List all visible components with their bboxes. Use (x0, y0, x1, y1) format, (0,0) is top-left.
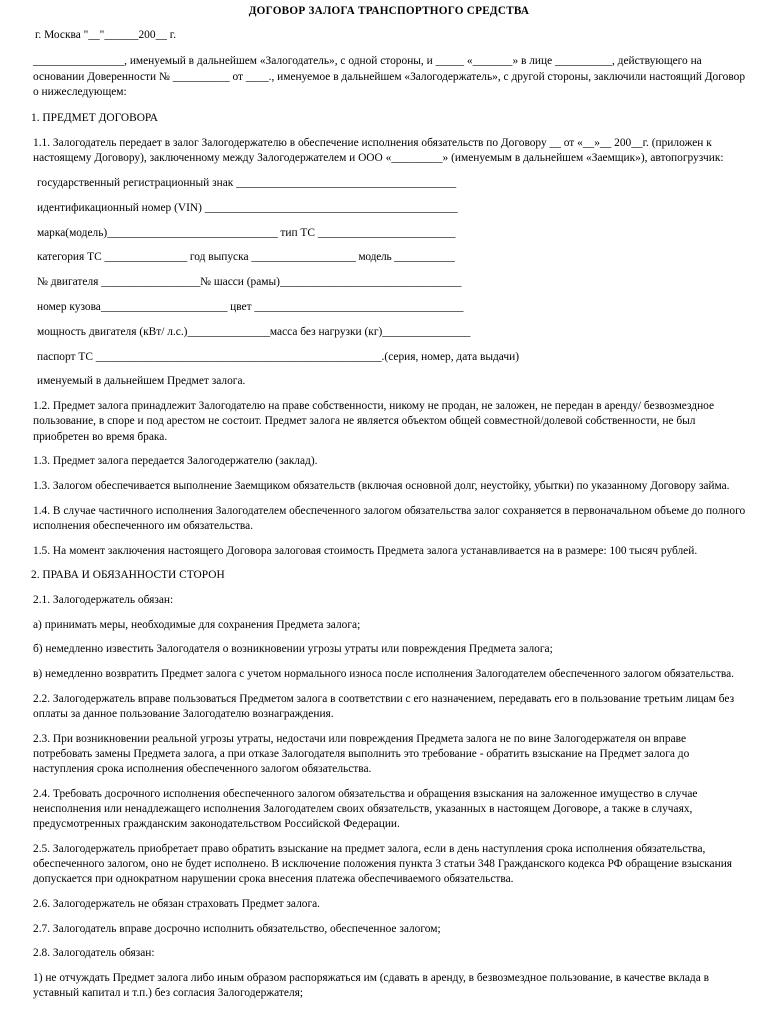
field-label: марка(модель) (37, 226, 108, 239)
section-heading-2: 2. ПРАВА И ОБЯЗАННОСТИ СТОРОН (31, 569, 225, 582)
field-blank-line[interactable]: __________________ (101, 276, 201, 289)
field-blank-line[interactable]: ____________________________________________________ (95, 350, 382, 363)
field-vehicle-passport (31, 350, 747, 365)
field-label: идентификационный номер (VIN) (37, 201, 205, 214)
clause-2-8-item-1: 1) не отчуждать Предмет залога либо иным образом распоряжаться им (сдавать в аренду, в безвозмездное пользование, в качестве вклада в уставный капитал и т.п.) без согласия Залогодержателя; (33, 972, 709, 1000)
field-body-number-color (31, 300, 747, 315)
field-blank-line-secondary[interactable]: _________________________ (317, 226, 456, 239)
field-blank-line[interactable]: _______________________________ (107, 226, 278, 239)
clause-1-3-a: 1.3. Предмет залога передается Залогодержателю (заклад). (33, 455, 318, 468)
clause-2-1: 2.1. Залогодержатель обязан: (33, 593, 174, 606)
field-blank-line-secondary[interactable]: _________________________________ (279, 276, 462, 289)
field-blank-line[interactable]: ________________________________________ (236, 177, 456, 190)
field-registration-number (31, 176, 747, 191)
field-label-secondary: масса без нагрузки (кг) (269, 325, 383, 338)
city-date-line: г. Москва "__"______200__ г. (35, 29, 177, 41)
field-label-secondary: № шасси (рамы) (200, 276, 280, 289)
field-label-secondary: цвет (227, 301, 255, 314)
field-blank-line-secondary[interactable]: ________________ (382, 325, 471, 338)
field-label-secondary: .(серия, номер, дата выдачи) (381, 350, 520, 363)
field-blank-line[interactable]: ______________________________________________ (204, 201, 458, 214)
field-vin (31, 201, 747, 216)
field-blank-line[interactable]: _______________ (104, 251, 187, 264)
field-blank-line-secondary[interactable]: ______________________________________ (254, 301, 464, 314)
clause-1-5: 1.5. На момент заключения настоящего Договора залоговая стоимость Предмета залога устанавливается на в размере: 100 тысяч рублей. (33, 544, 698, 557)
clause-2-1-a: а) принимать меры, необходимые для сохранения Предмета залога; (33, 618, 361, 631)
clause-2-6: 2.6. Залогодержатель не обязан страховать Предмет залога. (33, 897, 321, 910)
subject-of-pledge-note: именуемый в дальнейшем Предмет залога. (37, 375, 246, 388)
clause-2-1-b: б) немедленно известить Залогодателя о возникновении угрозы утраты или повреждения Предмета залога; (33, 643, 553, 656)
preamble-paragraph: ________________, именуемый в дальнейшем «Залогодатель», с одной стороны, и _____ «_______» в лице __________, действующего на основании Доверенности № __________ от ____., именуемое в дальнейшем «Залогодержатель», с другой стороны, заключили настоящий Договор о нижеследующем: (33, 55, 746, 99)
clause-2-4: 2.4. Требовать досрочного исполнения обеспеченного залогом обязательства и обращения взыскания на заложенное имущество в случае неисполнения или ненадлежащего исполнения Залогодателем своих обязательств, указанных в настоящем Договоре, а также в случаях, предусмотренных гражданским законодательством Российской Федерации. (33, 787, 698, 831)
clause-2-7: 2.7. Залогодатель вправе досрочно исполнить обязательство, обеспеченное залогом; (33, 922, 441, 935)
field-label: категория ТС (37, 251, 105, 264)
field-blank-line[interactable]: _______________________ (100, 301, 228, 314)
clause-2-5: 2.5. Залогодержатель приобретает право обратить взыскание на предмет залога, если в день наступления срока исполнения обязательства, обеспеченного залогом, оно не будет исполнено. В исключение положения пункта 3 статьи 348 Гражданского кодекса РФ обращение взыскания допускается при однократном нарушении срока внесения платежа обеспечиваемого обязательства. (33, 842, 733, 886)
section-heading-1: 1. ПРЕДМЕТ ДОГОВОРА (31, 112, 159, 125)
field-label: паспорт ТС (37, 350, 96, 363)
clause-1-2: 1.2. Предмет залога принадлежит Залогодателю на праве собственности, никому не продан, не заложен, не передан в аренду/ безвозмездное пользование, в споре и под арестом не состоит. Предмет залога не является объектом общей совместной/долевой собственности, не был приобретен во время брака. (33, 400, 715, 443)
field-label: номер кузова (37, 301, 101, 314)
clause-2-1-v: в) немедленно возвратить Предмет залога с учетом нормального износа после исполнения Залогодателем обеспеченного залогом обязательства. (33, 668, 734, 681)
field-category-year-model (31, 250, 747, 265)
clause-2-8: 2.8. Залогодатель обязан: (33, 947, 155, 960)
clause-1-3-b: 1.3. Залогом обеспечивается выполнение Заемщиком обязательств (включая основной долг, неустойку, убытки) по указанному Договору займа. (33, 479, 730, 492)
field-label-secondary: год выпуска (186, 251, 252, 264)
field-label: № двигателя (37, 276, 102, 289)
field-label: мощность двигателя (кВт/ л.с.) (37, 325, 188, 338)
field-label-secondary: тип ТС (277, 226, 318, 239)
field-label: государственный регистрационный знак (37, 177, 237, 190)
clause-1-4: 1.4. В случае частичного исполнения Залогодателем обеспеченного залогом обязательства залог сохраняется в первоначальном объеме до полного исполнения обеспеченного им обязательства. (33, 504, 746, 532)
page-title: ДОГОВОР ЗАЛОГА ТРАНСПОРТНОГО СРЕДСТВА (248, 5, 530, 17)
field-power-weight (31, 325, 747, 340)
vehicle-fields (31, 176, 747, 365)
clause-1-1: 1.1. Залогодатель передает в залог Залогодержателю в обеспечение исполнения обязательств по Договору __ от «__»__ 200__г. (приложен к настоящему Договору), заключенному между Залогодержателем и ООО «_________» (именуемым в дальнейшем «Заемщик»), автопогрузчик: (33, 137, 724, 165)
field-engine-chassis-number (31, 275, 747, 290)
clause-2-3: 2.3. При возникновении реальной угрозы утраты, недостачи или повреждения Предмета залога не по вине Залогодержателя он вправе потребовать замены Предмета залога, а при отказе Залогодателя выполнить это требование - обратить взыскание на Предмет залога до наступления срока исполнения обеспеченного залогом обязательства. (33, 732, 690, 776)
field-blank-line-secondary[interactable]: ___________________ модель ___________ (251, 251, 455, 264)
field-make-model-type (31, 226, 747, 241)
field-blank-line[interactable]: _______________ (187, 325, 270, 338)
clause-2-2: 2.2. Залогодержатель вправе пользоваться Предметом залога в соответствии с его назначением, передавать его в пользование третьим лицам без оплаты за данное пользование Залогодателю вознаграждения. (33, 692, 735, 720)
